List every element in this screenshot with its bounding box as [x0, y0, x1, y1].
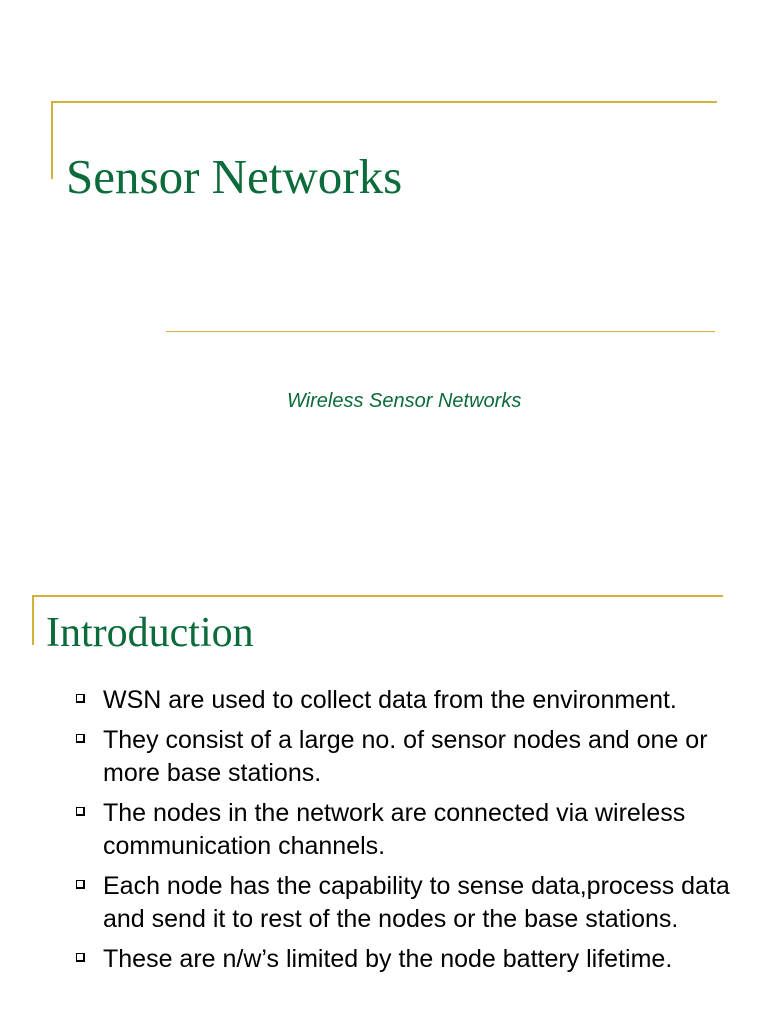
bullet-text: The nodes in the network are connected via wireless communication channels. [103, 799, 686, 860]
slide1-left-rule [51, 101, 53, 179]
list-item [76, 870, 756, 936]
list-item [76, 943, 756, 976]
list-item [76, 724, 756, 790]
bullet-list [76, 684, 756, 983]
slide2-title: Introduction [46, 610, 254, 656]
list-item [76, 797, 756, 863]
slide2-left-rule [32, 595, 34, 645]
bullet-text: Each node has the capability to sense data,process data and send it to rest of the nodes or the base stations. [103, 872, 730, 933]
slide1-top-rule [51, 101, 717, 103]
bullet-text: WSN are used to collect data from the environment. [103, 686, 677, 714]
slide1-title: Sensor Networks [66, 149, 403, 204]
bullet-text: They consist of a large no. of sensor nodes and one or more base stations. [103, 726, 708, 787]
square-bullet-icon [76, 807, 85, 816]
bullet-text: These are n/w’s limited by the node battery lifetime. [103, 945, 673, 973]
square-bullet-icon [76, 734, 85, 743]
square-bullet-icon [76, 953, 85, 962]
slide1-subtitle-rule [166, 331, 715, 332]
slide2-top-rule [32, 595, 723, 597]
list-item [76, 684, 756, 717]
square-bullet-icon [76, 880, 85, 889]
slide1-subtitle: Wireless Sensor Networks [287, 390, 522, 412]
square-bullet-icon [76, 694, 85, 703]
